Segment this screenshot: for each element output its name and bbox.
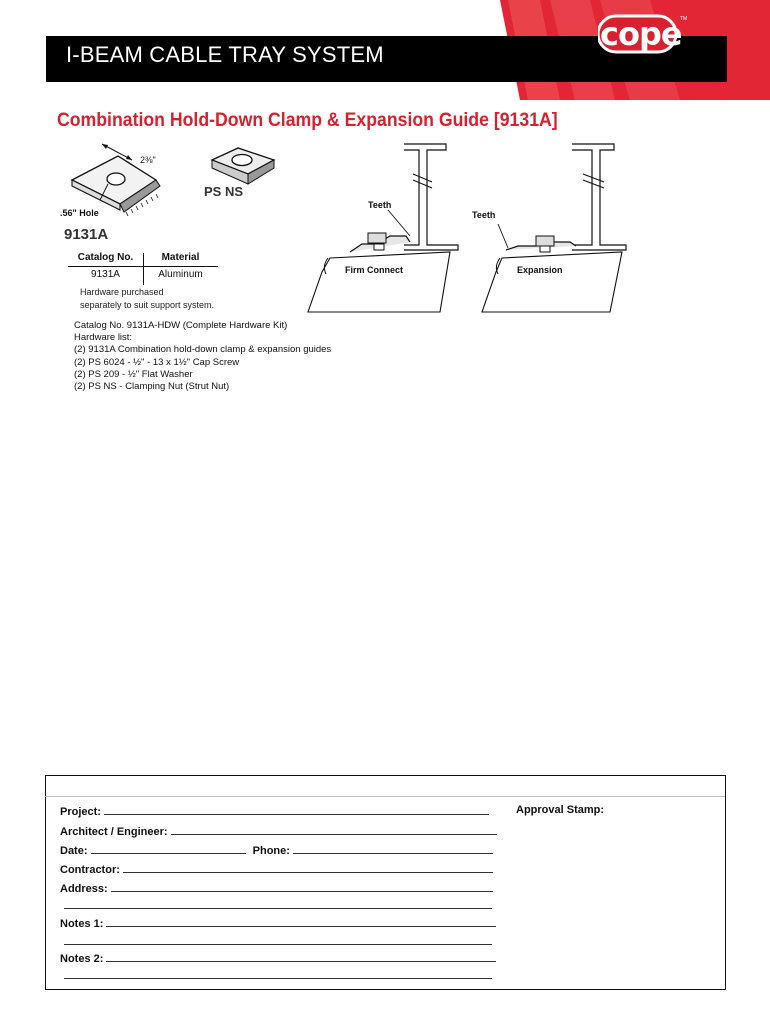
hole-label: .56" Hole xyxy=(60,208,99,218)
page-title: I-BEAM CABLE TRAY SYSTEM xyxy=(66,42,384,67)
hardware-note xyxy=(80,286,240,312)
expansion-label: Expansion xyxy=(517,265,563,275)
notes1-label: Notes 1: xyxy=(60,918,104,930)
logo-text: cope xyxy=(600,15,682,53)
firm-connect-label: Firm Connect xyxy=(345,265,404,275)
architect-row xyxy=(60,823,497,839)
date-row xyxy=(60,842,493,858)
date-label: Date: xyxy=(60,845,88,857)
teeth-label-left: Teeth xyxy=(368,200,392,210)
notes2-label: Notes 2: xyxy=(60,953,104,965)
address-row xyxy=(60,880,493,896)
approval-stamp-label: Approval Stamp: xyxy=(516,804,605,816)
teeth-label-right: Teeth xyxy=(472,210,496,220)
phone-field[interactable] xyxy=(293,842,493,854)
contractor-field[interactable] xyxy=(123,861,493,873)
expansion-drawing xyxy=(478,140,648,320)
notes1-row xyxy=(60,915,496,931)
architect-field[interactable] xyxy=(171,823,497,835)
firm-connect-drawing xyxy=(300,140,470,320)
list-item: (2) PS 6024 - ½" - 13 x 1½" Cap Screw xyxy=(74,356,240,368)
table-cell: Aluminum xyxy=(158,269,203,280)
contractor-row xyxy=(60,861,493,877)
column-header: Material xyxy=(143,250,218,267)
contractor-label: Contractor: xyxy=(60,864,120,876)
note-line: separately to suit support system. xyxy=(80,300,215,310)
list-item: Catalog No. 9131A-HDW (Complete Hardware Kit) xyxy=(74,320,288,331)
address-label: Address: xyxy=(60,883,108,895)
note-line: Hardware purchased xyxy=(80,287,164,297)
table-divider xyxy=(143,253,144,285)
list-item: (2) 9131A Combination hold-down clamp & expansion guides xyxy=(74,344,332,356)
column-header: Catalog No. xyxy=(68,250,143,267)
list-item: Hardware list: xyxy=(74,332,133,344)
list-item: (2) PS NS - Clamping Nut (Strut Nut) xyxy=(74,381,230,393)
part-number: 9131A xyxy=(64,226,109,243)
list-item: (2) PS 209 - ½" Flat Washer xyxy=(74,368,193,380)
notes1-line-2[interactable] xyxy=(64,944,492,945)
product-title: Combination Hold-Down Clamp & Expansion Guide [9131A] xyxy=(57,110,558,131)
notes2-row xyxy=(60,950,496,966)
project-field[interactable] xyxy=(104,803,489,815)
notes1-field[interactable] xyxy=(106,915,496,927)
hardware-list xyxy=(74,320,394,393)
project-label: Project: xyxy=(60,806,101,818)
logo-trademark: TM xyxy=(680,16,688,22)
phone-label: Phone: xyxy=(252,845,290,857)
dimension-label: 2⅜" xyxy=(140,155,156,165)
date-field[interactable] xyxy=(91,842,246,854)
project-row xyxy=(60,803,489,819)
notes2-line-2[interactable] xyxy=(64,978,492,979)
architect-label: Architect / Engineer: xyxy=(60,826,168,838)
nut-label: PS NS xyxy=(204,184,244,199)
address-line-2[interactable] xyxy=(64,908,492,909)
address-field[interactable] xyxy=(111,880,493,892)
notes2-field[interactable] xyxy=(106,950,496,962)
table-cell: 9131A xyxy=(91,269,120,280)
form-divider xyxy=(45,796,725,797)
